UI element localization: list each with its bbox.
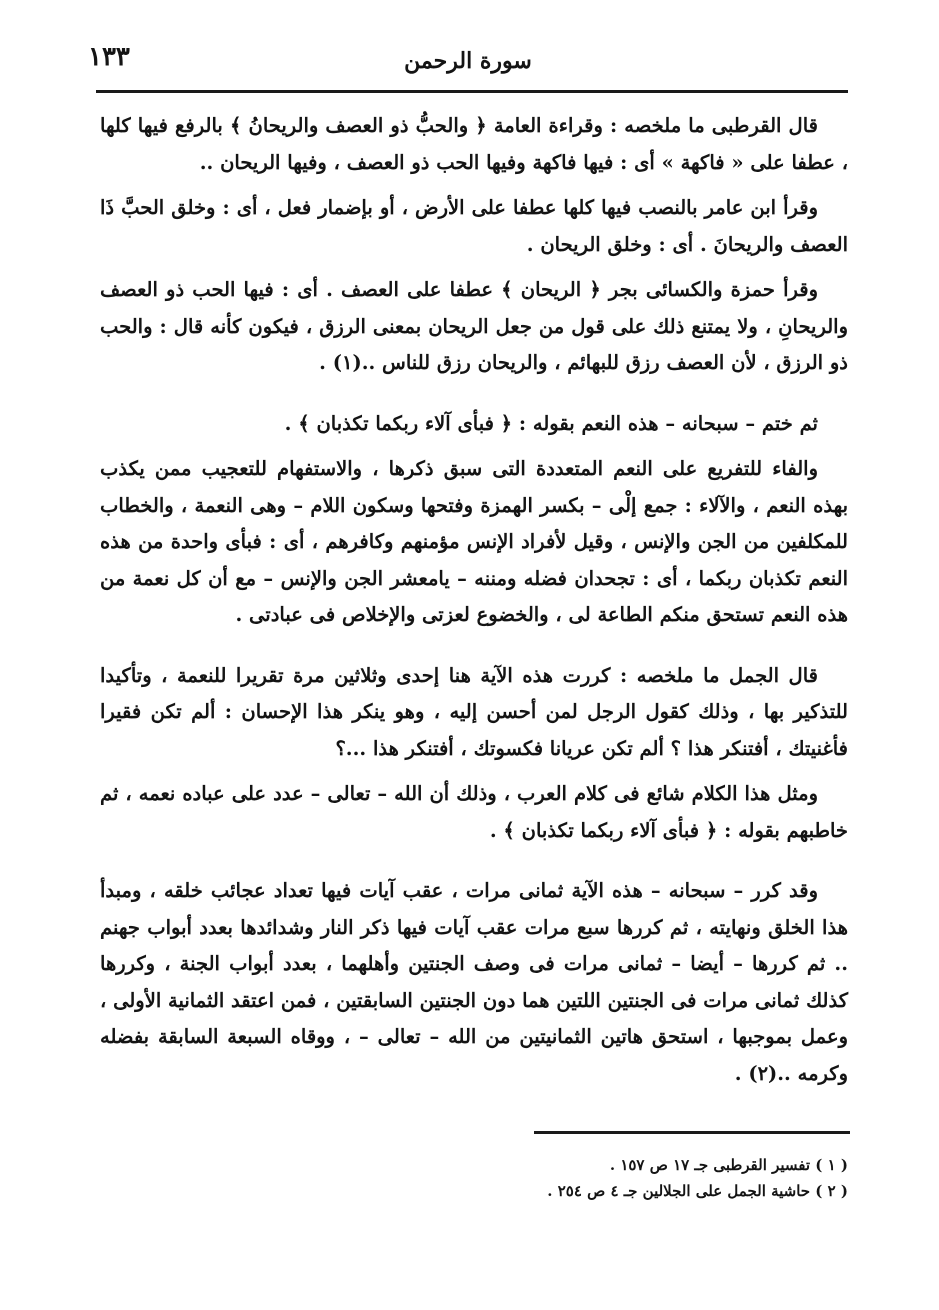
footnote-divider: [534, 1131, 850, 1134]
paragraph-repetition: وقد كرر – سبحانه – هذه الآية ثمانى مرات ، عقب آيات فيها تعداد عجائب خلقه ، ومبدأ هذا الخلق ونهايته ، ثم كررها سبع مرات عقب آيات فيها ذكر النار وشدائدها بعدد أبواب جهنم .. ثم كررها – أيضا – ثمانى مرات فى وصف الجنتين وأهلهما ، بعدد أبواب الجنة ، وكررها كذلك ثمانى مرات فى الجنتين اللتين هما دون الجنتين السابقتين ، فمن اعتقد الثمانية الأولى ، وعمل بموجبها ، استحق هاتين الثمانيتين من الله – تعالى – ، ووقاه السبعة السابقة بفضله وكرمه ..(٢) .: [100, 879, 848, 1085]
paragraph-explanation: والفاء للتفريع على النعم المتعددة التى سبق ذكرها ، والاستفهام للتعجيب ممن يكذب بهذه النعم ، والآلاء : جمع إلْى – بكسر الهمزة وفتحها وسكون اللام – وهى النعمة ، والخطاب للمكلفين من الجن والإنس ، وقيل لأفراد الإنس مؤمنهم وكافرهم ، أى : فبأى واحدة من هذه النعم تكذبان ربكما ، أى : تجحدان فضله ومننه – يامعشر الجن والإنس – مع أن كل نعمة من هذه النعم تستحق منكم الطاعة لى ، والخضوع لعزتى والإخلاص فى عبادتى .: [100, 457, 848, 626]
paragraph-verse: ثم ختم – سبحانه – هذه النعم بقوله : ﴿ فبأى آلاء ربكما تكذبان ﴾ .: [284, 411, 818, 435]
page-number: ١٣٣: [88, 42, 130, 72]
header-divider: [96, 90, 848, 93]
main-text: [100, 108, 848, 1101]
footnote-1: ( ١ ) تفسير القرطبى جـ ١٧ ص ١٥٧ .: [609, 1156, 848, 1174]
paragraph-qurtubi: قال القرطبى ما ملخصه : وقراءة العامة ﴿ والحبُّ ذو العصف والريحانُ ﴾ بالرفع فيها كلها ، عطفا على « فاكهة » أى : فيها فاكهة وفيها الحب ذو العصف ، وفيها الريحان ..: [100, 114, 848, 174]
paragraph-hamza: وقرأ حمزة والكسائى بجر ﴿ الريحان ﴾ عطفا على العصف . أى : فيها الحب ذو العصف والريحانِ ، ولا يمتنع ذلك على قول من جعل الريحان بمعنى الرزق ، فيكون كأنه قال : والحب ذو الرزق ، لأن العصف رزق للبهائم ، والريحان رزق للناس ..(١) .: [100, 278, 848, 374]
paragraph-jamal: قال الجمل ما ملخصه : كررت هذه الآية هنا إحدى وثلاثين مرة تقريرا للنعمة ، وتأكيدا للتذكير بها ، وذلك كقول الرجل لمن أحسن إليه ، وهو ينكر هذا الإحسان : ألم تكن فقيرا فأغنيتك ، أفتنكر هذا ؟ ألم تكن عريانا فكسوتك ، أفتنكر هذا ...؟: [100, 663, 848, 760]
paragraph-ibn-amir: وقرأ ابن عامر بالنصب فيها كلها عطفا على الأرض ، أو بإضمار فعل ، أى : وخلق الحبَّ ذَا العصف والريحانَ . أى : وخلق الريحان .: [100, 196, 848, 256]
page-header: [88, 42, 848, 82]
running-title: سورة الرحمن: [404, 48, 532, 74]
footnote-2: ( ٢ ) حاشية الجمل على الجلالين جـ ٤ ص ٢٥٤ .: [547, 1182, 848, 1200]
footnotes: [460, 1152, 848, 1204]
paragraph-arab-speech: ومثل هذا الكلام شائع فى كلام العرب ، وذلك أن الله – تعالى – عدد على عباده نعمه ، ثم خاطبهم بقوله : ﴿ فبأى آلاء ربكما تكذبان ﴾ .: [100, 782, 848, 842]
